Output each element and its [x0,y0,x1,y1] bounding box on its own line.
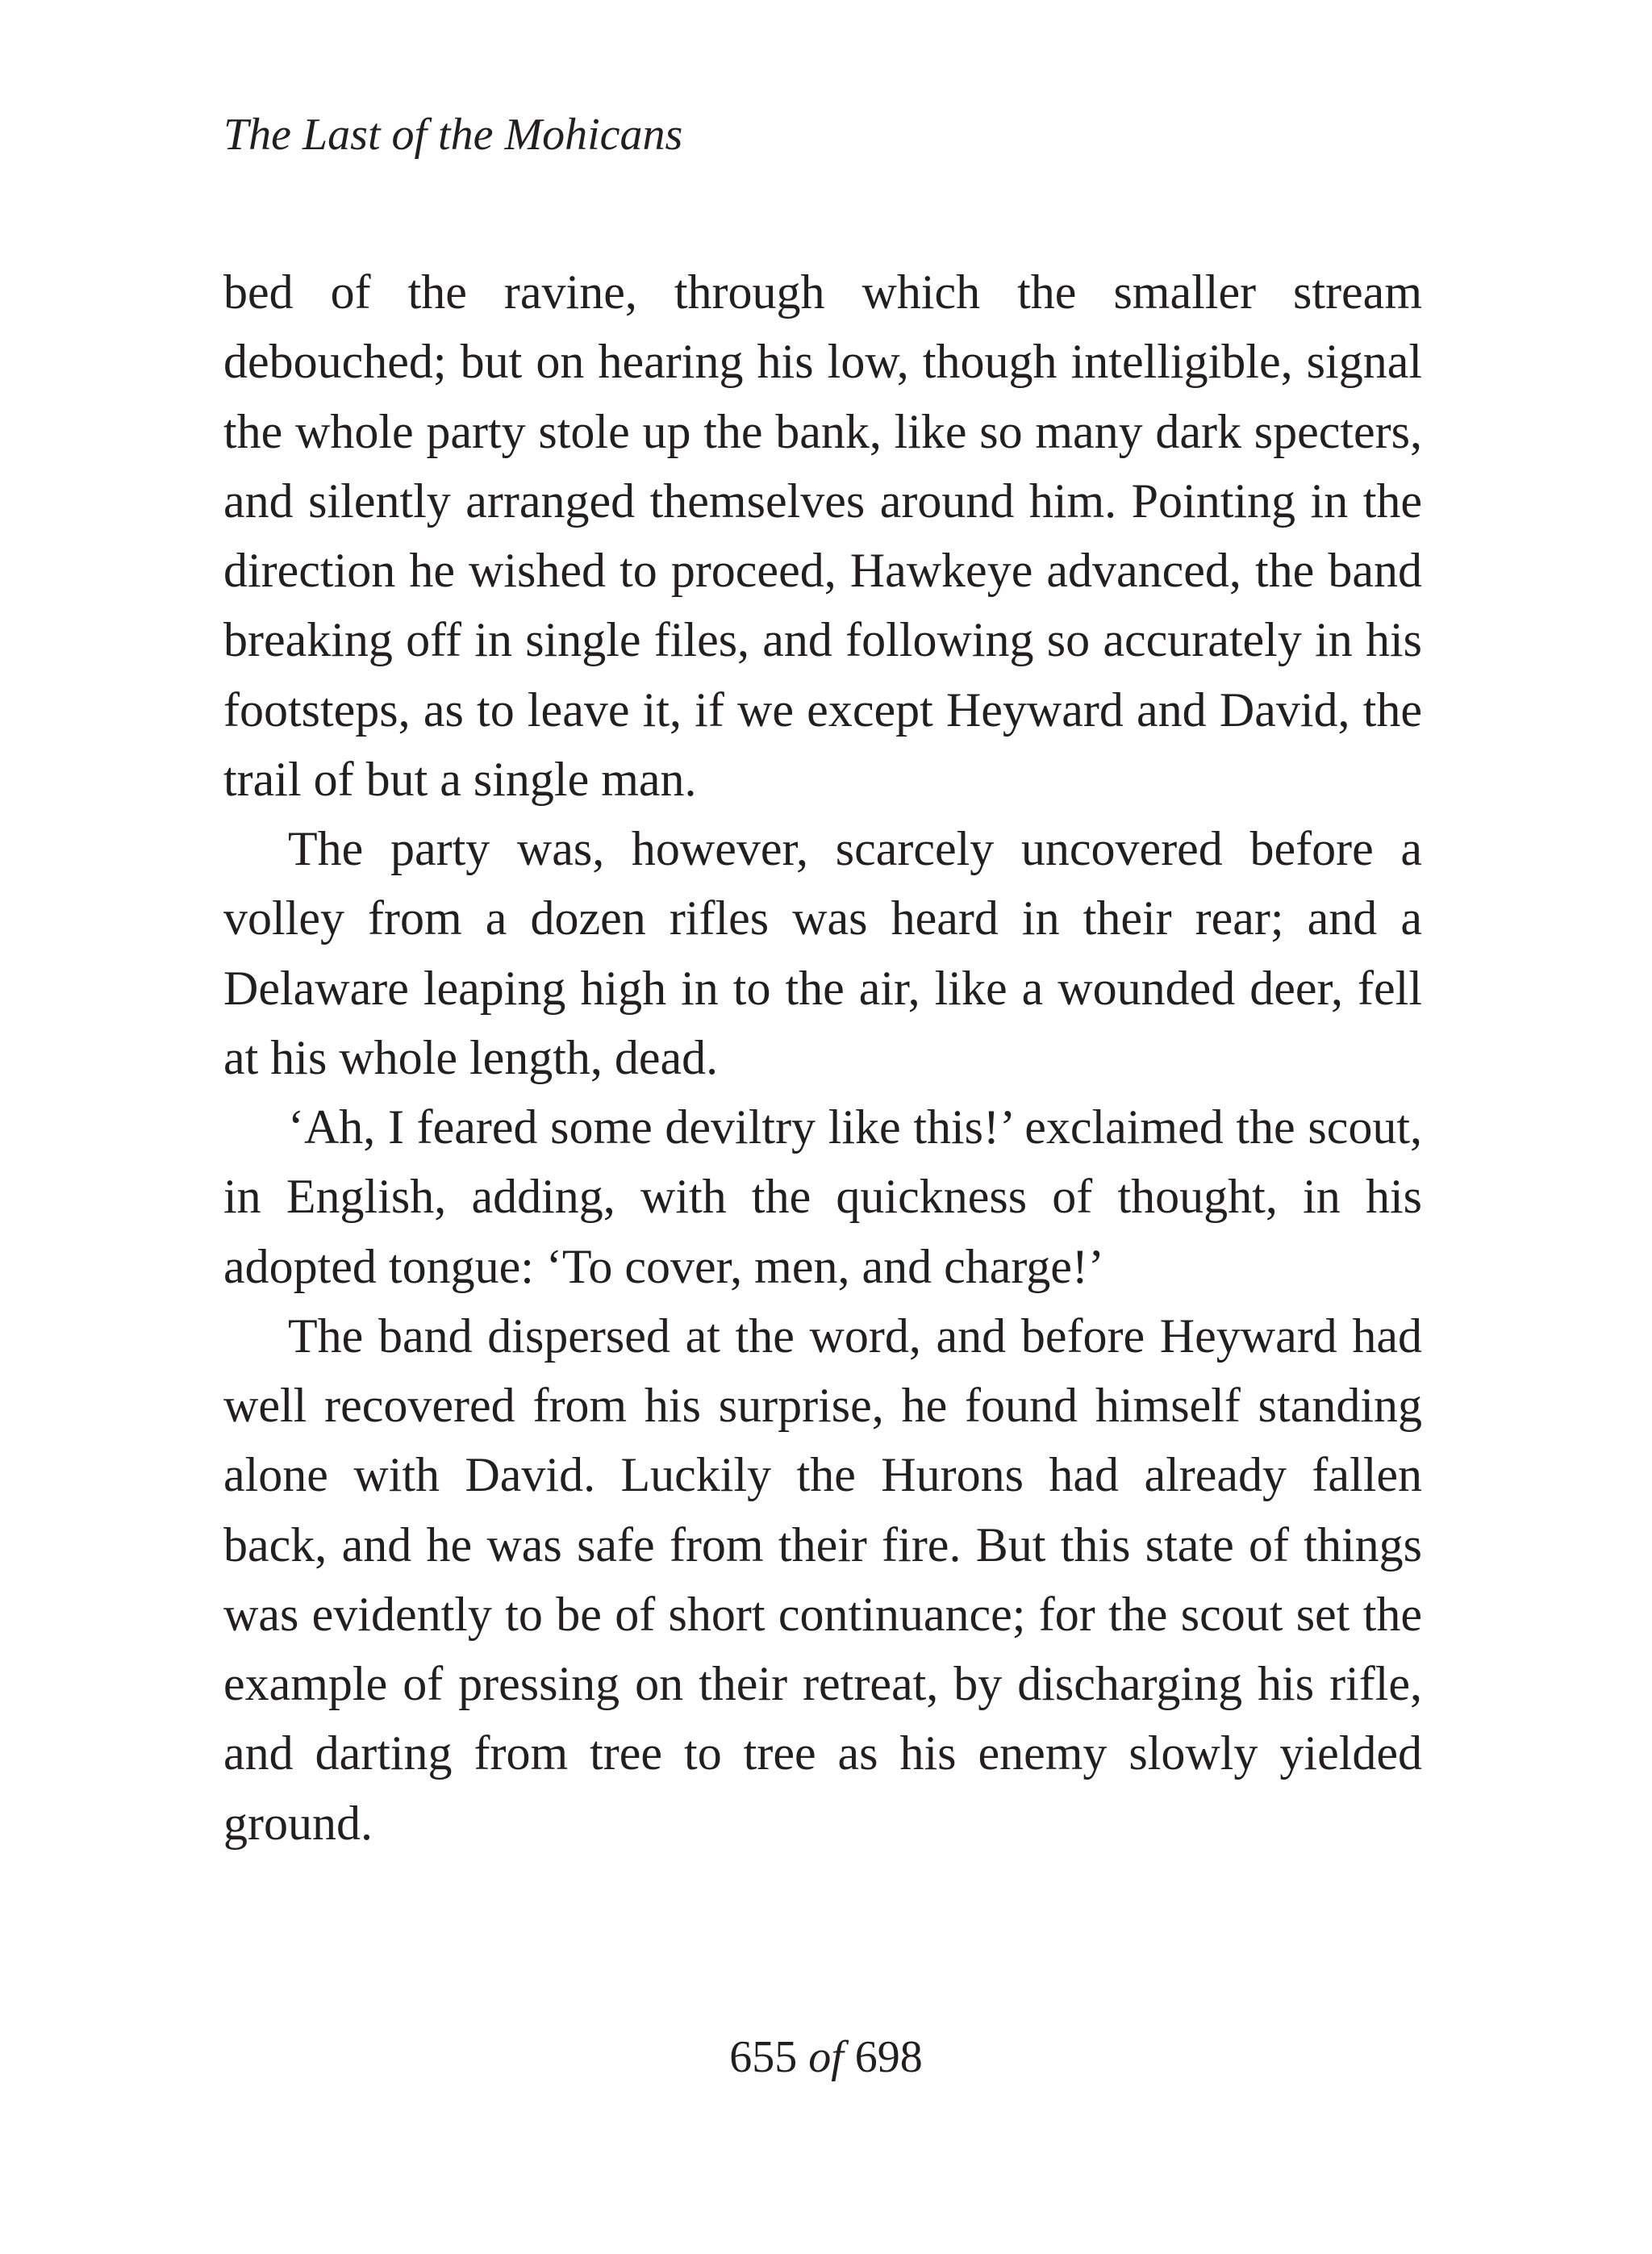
paragraph: The band dispersed at the word, and before Heyward had well recovered from his surprise, he found himself standing alone with David. Luckily the Hurons had already fallen back, and he was safe from their fire. But this state of things was evidently to be of short continuance; for the scout set the example of pressing on their retreat, by discharging his rifle, and darting from tree to tree as his enemy slowly yielded ground. [223,1309,1422,1850]
page-of-label: of [808,2032,844,2082]
page-number [0,2029,1652,2085]
paragraph: bed of the ravine, through which the smaller stream debouched; but on hearing his low, though intelligible, signal the whole party stole up the bank, like so many dark specters, and silently arranged themselves around him. Pointing in the direction he wished to proceed, Hawkeye advanced, the band breaking off in single files, and following so accurately in his footsteps, as to leave it, if we except Heyward and David, the trail of but a single man. [223,265,1422,806]
running-head-title: The Last of the Mohicans [223,110,683,160]
page-body [223,257,1422,1858]
paragraph: The party was, however, scarcely uncovered before a volley from a dozen rifles was heard in their rear; and a Delaware leaping high in to the air, like a wounded deer, fell at his whole length, dead. [223,822,1422,1084]
current-page-number: 655 [729,2032,798,2082]
paragraph: ‘Ah, I feared some deviltry like this!’ exclaimed the scout, in English, adding, with the quickness of thought, in his adopted tongue: ‘To cover, men, and charge!’ [223,1100,1422,1293]
total-pages-number: 698 [854,2032,923,2082]
